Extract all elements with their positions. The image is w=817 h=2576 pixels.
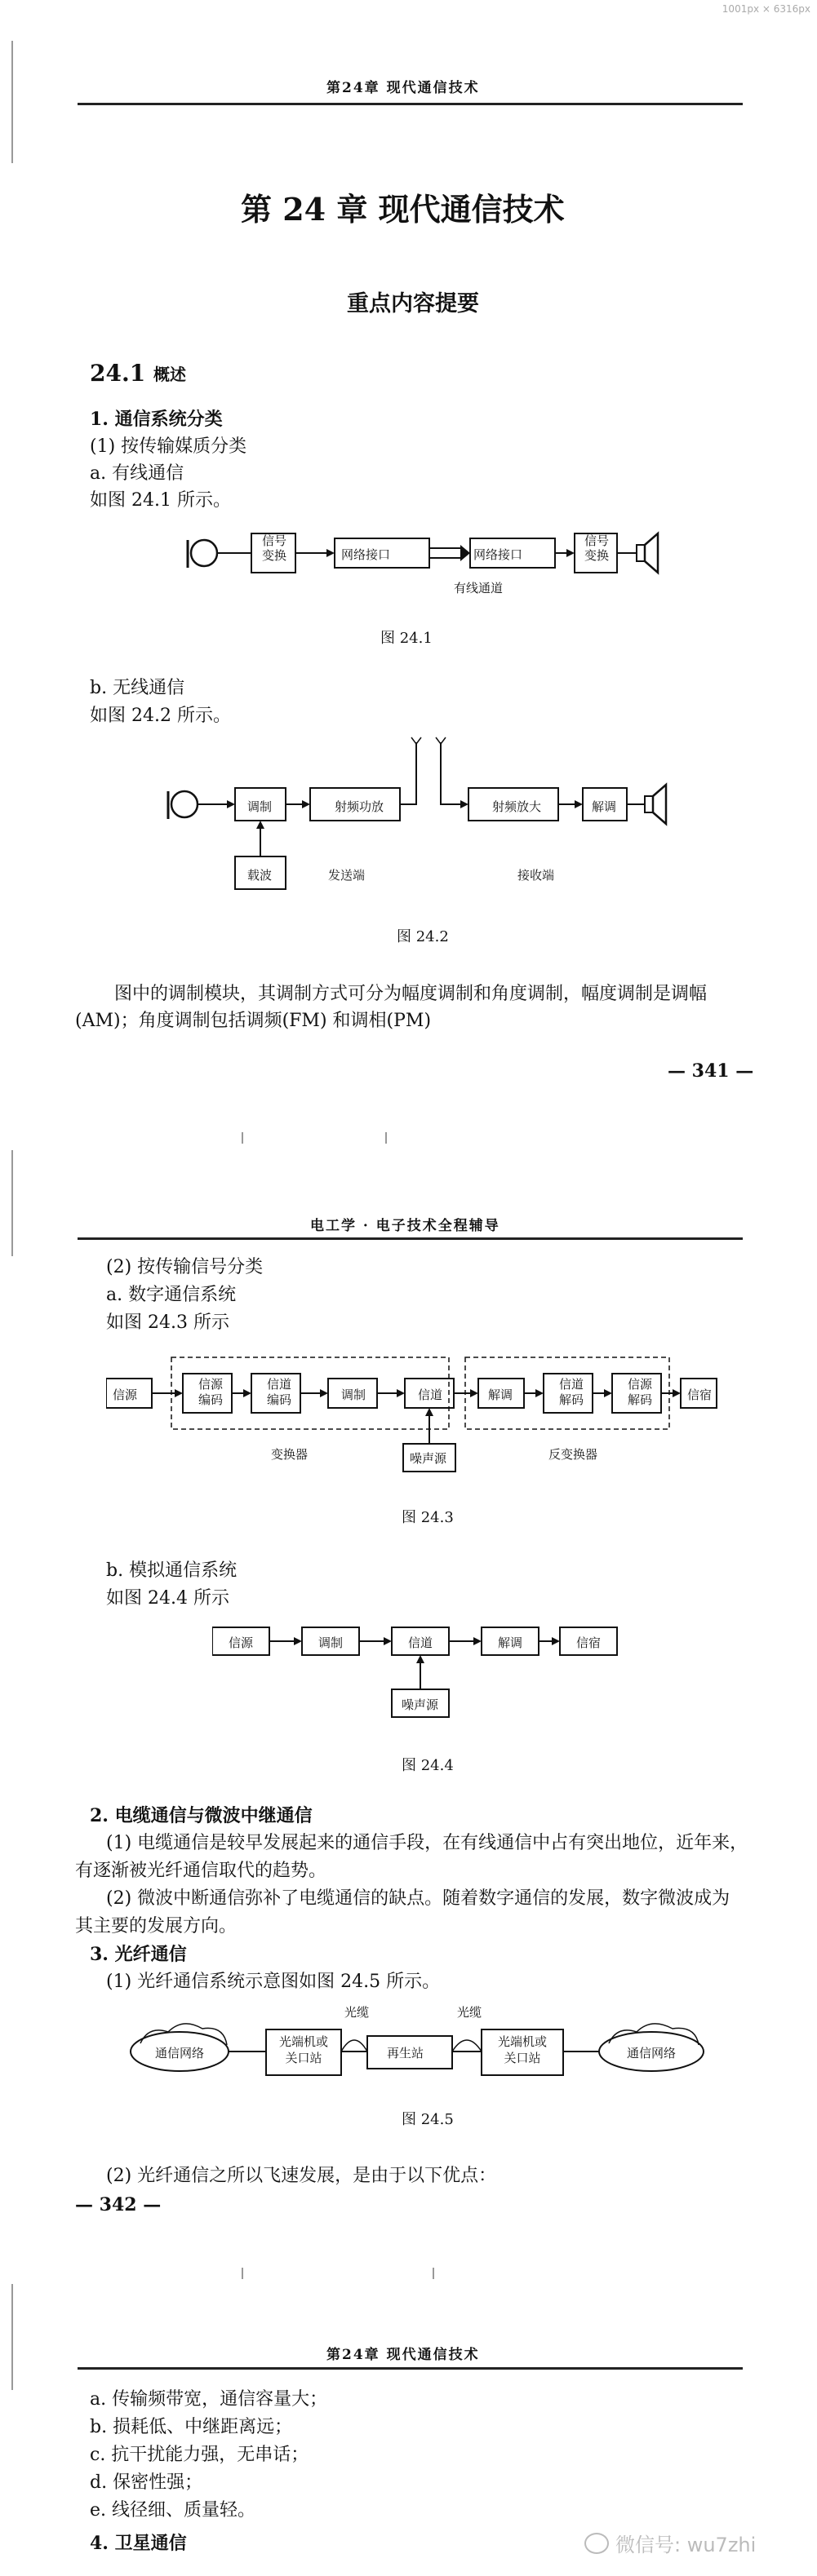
block-label: 光端机或 关口站 [278,2034,328,2065]
cable-label: 光缆 [344,2005,370,2020]
block-label: 信道 [418,1388,443,1402]
paragraph: (2) 光纤通信之所以飞速发展，是由于以下优点： [106,2166,497,2186]
block-label: 解调 [498,1635,523,1650]
paragraph: 其主要的发展方向。 [75,1916,238,1936]
section-title: 概述 [153,365,186,384]
block-label: 信源 [229,1635,254,1650]
block-label: 信道 解码 [558,1377,584,1407]
scan-mark [242,1132,243,1144]
paragraph: (1) 电缆通信是较早发展起来的通信手段，在有线通信中占有突出地位，近年来， [106,1833,748,1853]
figure-caption: 图 24.3 [402,1509,454,1526]
block-label: 网络接口 [341,547,391,562]
microphone-icon [171,791,198,817]
item-heading: 1. 通信系统分类 [90,409,223,430]
block-label: 通信网络 [627,2046,677,2060]
rx-label: 接收端 [517,868,555,883]
running-header: 第24章 现代通信技术 [326,80,480,96]
list-item: b. 损耗低、中继距离远； [90,2417,293,2437]
block-label: 信道 [408,1635,433,1650]
subitem: b. 模拟通信系统 [106,1560,238,1581]
block-label: 信源 编码 [198,1377,223,1407]
scan-mark [433,2268,434,2279]
tx-label: 发送端 [328,868,366,883]
figure-24-3 [106,1346,718,1501]
block-label: 射频功放 [335,799,384,814]
channel-label: 有线通道 [454,581,504,595]
figure-caption: 图 24.2 [397,928,449,945]
item-heading: 2. 电缆通信与微波中继通信 [90,1805,313,1826]
block-label: 调制 [318,1635,344,1650]
block-label: 信号 变换 [261,533,286,563]
running-header: 电工学 · 电子技术全程辅导 [310,1218,500,1234]
header-rule [78,2367,743,2370]
section-heading: 重点内容提要 [347,291,479,316]
section-number: 24.1 [90,360,146,387]
block-label: 调制 [247,799,273,814]
item-heading: 4. 卫星通信 [90,2533,187,2554]
figure-reference: 如图 24.3 所示 [106,1312,229,1333]
figure-24-2 [155,734,694,905]
block-label: 射频放大 [492,799,542,814]
figure-caption: 图 24.4 [402,1757,454,1774]
list-item: c. 抗干扰能力强，无串话； [90,2445,309,2465]
group-label: 变换器 [271,1447,309,1462]
microphone-icon [191,540,217,566]
speaker-icon [637,533,658,573]
list-item: a. 传输频带宽，通信容量大； [90,2389,328,2410]
cable-label: 光缆 [457,2005,482,2020]
wechat-icon [584,2533,609,2554]
subitem: (1) 按传输媒质分类 [90,436,247,457]
subitem: b. 无线通信 [90,678,185,698]
item-heading: 3. 光纤通信 [90,1944,187,1965]
watermark: 微信号: wu7zhi [584,2529,756,2557]
paragraph: (AM)；角度调制包括调频(FM) 和调相(PM) [75,1011,432,1031]
page-number: — 342 — [75,2194,162,2215]
header-rule [78,1237,743,1240]
binding-mark [11,2284,13,2390]
figure-reference: 如图 24.4 所示 [106,1588,229,1609]
list-item: d. 保密性强； [90,2472,203,2493]
paragraph: (1) 光纤通信系统示意图如图 24.5 所示。 [106,1972,441,1992]
figure-reference: 如图 24.1 所示。 [90,490,231,511]
block-label: 载波 [247,868,273,883]
block-label: 信号 变换 [584,533,609,563]
figure-caption: 图 24.1 [380,630,433,647]
header-rule [78,103,743,105]
scan-mark [385,1132,387,1144]
block-label: 调制 [341,1388,366,1402]
figure-caption: 图 24.5 [402,2111,454,2128]
block-label: 信源 解码 [627,1377,652,1407]
figure-reference: 如图 24.2 所示。 [90,706,231,726]
block-label: 解调 [592,799,617,814]
block-label: 信宿 [687,1388,713,1402]
paragraph: 图中的调制模块，其调制方式可分为幅度调制和角度调制，幅度调制是调幅 [114,984,708,1004]
paragraph: 有逐渐被光纤通信取代的趋势。 [75,1861,327,1881]
block-label: 再生站 [387,2046,424,2060]
block-label: 噪声源 [410,1451,447,1466]
speaker-icon [645,785,666,824]
block-label: 信宿 [576,1635,602,1650]
binding-mark [11,1150,13,1256]
paragraph: (2) 微波中断通信弥补了电缆通信的缺点。随着数字通信的发展，数字微波成为 [106,1888,730,1909]
block-label: 网络接口 [473,547,523,562]
list-item: e. 线径细、质量轻。 [90,2500,256,2521]
block-label: 信道 编码 [266,1377,291,1407]
block-label: 噪声源 [402,1697,439,1712]
block-label: 信源 [113,1388,138,1402]
subitem: a. 有线通信 [90,463,184,484]
scan-mark [242,2268,243,2279]
page-number: — 341 — [668,1060,754,1082]
scan-size-label: 1001px × 6316px [722,3,810,15]
binding-mark [11,41,13,163]
running-header: 第24章 现代通信技术 [326,2347,480,2363]
subitem: (2) 按传输信号分类 [106,1257,264,1277]
antenna-icon [411,737,421,744]
antenna-icon [436,737,446,744]
chapter-title: 第 24 章 现代通信技术 [241,191,565,228]
block-label: 光端机或 关口站 [497,2034,547,2065]
group-label: 反变换器 [548,1447,598,1462]
block-label: 解调 [488,1388,513,1402]
block-label: 通信网络 [155,2046,205,2060]
subitem: a. 数字通信系统 [106,1285,237,1305]
